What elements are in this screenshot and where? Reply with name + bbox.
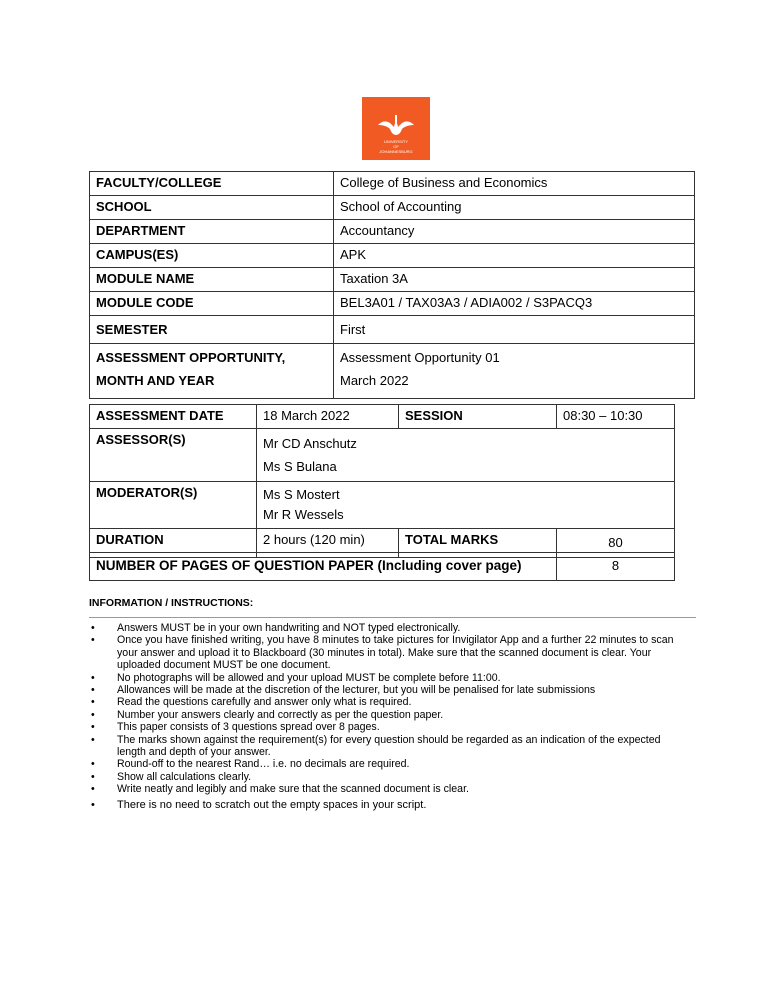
- list-item: • Answers MUST be in your own handwriting and NOT typed electronically.: [89, 622, 689, 634]
- cover-details-table: [89, 171, 695, 399]
- duration-label: DURATION: [90, 529, 257, 558]
- row-label: DEPARTMENT: [90, 220, 334, 244]
- moderator-name: Ms S Mostert: [263, 487, 340, 502]
- row-value: Assessment Opportunity 01: [334, 344, 695, 371]
- pages-table: [89, 552, 675, 581]
- table-row: [90, 268, 695, 292]
- instructions-heading: INFORMATION / INSTRUCTIONS:: [89, 597, 254, 609]
- list-item: • Read the questions carefully and answer only what is required.: [89, 696, 689, 708]
- table-row: [90, 405, 675, 429]
- list-item: • Write neatly and legibly and make sure that the scanned document is clear.: [89, 783, 689, 795]
- table-row: [90, 429, 675, 482]
- list-item: • This paper consists of 3 questions spread over 8 pages.: [89, 721, 689, 733]
- session-label: SESSION: [399, 405, 557, 429]
- table-row: [90, 244, 695, 268]
- assessment-table: [89, 404, 675, 558]
- table-row: [90, 370, 695, 399]
- row-label: MONTH AND YEAR: [90, 370, 334, 399]
- row-label: CAMPUS(ES): [90, 244, 334, 268]
- table-row: [90, 220, 695, 244]
- moderator-label: MODERATOR(S): [90, 482, 257, 529]
- list-item: • No photographs will be allowed and your upload MUST be complete before 11:00.: [89, 672, 689, 684]
- pages-value: 8: [557, 553, 675, 581]
- total-marks-value: 80: [557, 529, 675, 558]
- list-item: • Allowances will be made at the discretion of the lecturer, but you will be penalised for late submissions: [89, 684, 689, 696]
- row-label: ASSESSMENT OPPORTUNITY,: [90, 344, 334, 371]
- row-value: College of Business and Economics: [334, 172, 695, 196]
- university-logo: [362, 97, 430, 160]
- table-row: [90, 344, 695, 371]
- total-marks-label: TOTAL MARKS: [399, 529, 557, 558]
- row-label: MODULE NAME: [90, 268, 334, 292]
- table-row: [90, 292, 695, 316]
- instructions-list: [89, 622, 689, 811]
- list-item: • Show all calculations clearly.: [89, 771, 689, 783]
- duration-value: 2 hours (120 min): [257, 529, 399, 558]
- divider: [89, 617, 696, 618]
- moderator-name: Mr R Wessels: [263, 507, 344, 522]
- row-label: SCHOOL: [90, 196, 334, 220]
- row-value: School of Accounting: [334, 196, 695, 220]
- row-value: March 2022: [334, 370, 695, 399]
- list-item: • Number your answers clearly and correctly as per the question paper.: [89, 709, 689, 721]
- row-label: SEMESTER: [90, 316, 334, 344]
- table-row: [90, 196, 695, 220]
- logo-text: UNIVERSITY OF JOHANNESBURG: [379, 139, 413, 154]
- pages-label: NUMBER OF PAGES OF QUESTION PAPER (Including cover page): [90, 553, 557, 581]
- list-item: • Round-off to the nearest Rand… i.e. no decimals are required.: [89, 758, 689, 770]
- list-item: • Once you have finished writing, you have 8 minutes to take pictures for Invigilator App and a further 22 minutes to scan your answer and upload it to Blackboard (30 minutes in total). Make sure that the scanned document is clear. Your uploaded document MUST be one document.: [89, 634, 689, 671]
- table-row: [90, 553, 675, 581]
- row-value: Accountancy: [334, 220, 695, 244]
- row-label: MODULE CODE: [90, 292, 334, 316]
- row-value: APK: [334, 244, 695, 268]
- assessor-name: Mr CD Anschutz: [263, 436, 357, 451]
- table-row: [90, 172, 695, 196]
- date-label: ASSESSMENT DATE: [90, 405, 257, 429]
- list-item: • There is no need to scratch out the empty spaces in your script.: [89, 799, 689, 811]
- crest-icon: [376, 113, 416, 139]
- table-row: [90, 482, 675, 529]
- row-value: BEL3A01 / TAX03A3 / ADIA002 / S3PACQ3: [334, 292, 695, 316]
- row-value: Taxation 3A: [334, 268, 695, 292]
- assessor-name: Ms S Bulana: [263, 459, 337, 474]
- row-label: FACULTY/COLLEGE: [90, 172, 334, 196]
- assessor-label: ASSESSOR(S): [90, 429, 257, 482]
- row-value: First: [334, 316, 695, 344]
- list-item: • The marks shown against the requirement(s) for every question should be regarded as an indication of the expected length and depth of your answer.: [89, 734, 689, 759]
- table-row: [90, 316, 695, 344]
- session-value: 08:30 – 10:30: [557, 405, 675, 429]
- date-value: 18 March 2022: [257, 405, 399, 429]
